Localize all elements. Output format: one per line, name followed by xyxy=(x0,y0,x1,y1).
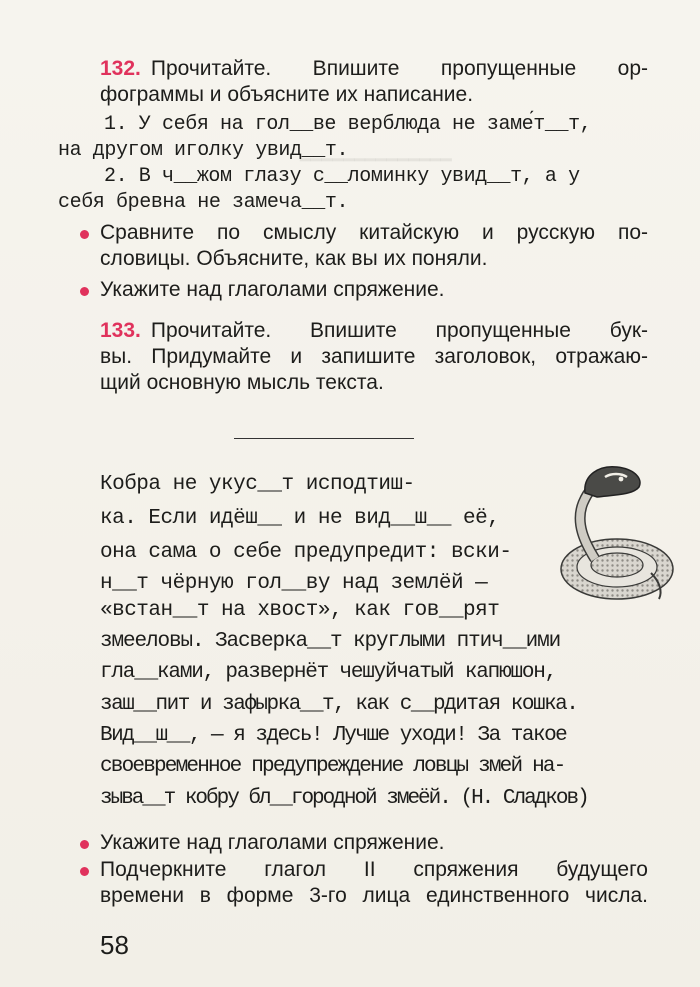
ex133-task-2-line-2: времени в форме 3-го лица единственного числа. xyxy=(100,884,648,907)
story-line-5: «встан__т на хвост», как гов__рят xyxy=(100,599,500,622)
story-line-2: ка. Если идёш__ и не вид__ш__ её, xyxy=(100,507,500,530)
ex132-number: 132. xyxy=(100,57,141,80)
title-answer-line[interactable] xyxy=(234,438,414,439)
story-line-8: заш__пит и зафырка__т, как с__рдитая кошка. xyxy=(100,693,578,716)
story-line-1: Кобра не укус__т исподтиш- xyxy=(100,473,415,496)
story-line-6: змееловы. Засверка__т круглыми птич__ими xyxy=(100,630,561,653)
ex132-task-1-line-1: Сравните по смыслу китайскую и русскую по- xyxy=(100,221,648,244)
ex133-task-1: Укажите над глаголами спряжение. xyxy=(100,831,445,854)
story-line-3: она сама о себе предупредит: вски- xyxy=(100,541,512,564)
story-line-7: гла__ками, развернёт чешуйчатый капюшон, xyxy=(100,661,557,684)
ex132-task-1-line-2: словицы. Объясните, как вы их поняли. xyxy=(100,247,488,270)
ex133-intro-line-1: 133. Прочитайте. Впишите пропущенные бук- xyxy=(100,319,648,342)
bullet-icon xyxy=(80,840,89,849)
ex133-intro-line-3: щий основную мысль текста. xyxy=(100,371,384,394)
ex133-task-2-line-1: Подчеркните глагол II спряжения будущего xyxy=(100,858,648,881)
ex132-proverb-2-line-1: 2. В ч__жом глазу с__ломинку увид__т, а у xyxy=(104,165,580,188)
ex132-proverb-2-line-2: себя бревна не замеча__т. xyxy=(58,191,349,214)
bullet-icon xyxy=(80,287,89,296)
story-line-11: зыва__т кобру бл__городной змеёй. (Н. Сладков) xyxy=(100,787,588,810)
bullet-icon xyxy=(80,867,89,876)
page-number: 58 xyxy=(100,930,129,960)
ex132-proverb-1-line-1: 1. У себя на гол__ве верблюда не заме́т__т, xyxy=(104,113,592,136)
ex133-intro-line-2: вы. Придумайте и запишите заголовок, отражаю- xyxy=(100,345,648,368)
ex133-number: 133. xyxy=(100,319,141,342)
bleed-through: ━━━━━━━━━━━━━━ xyxy=(300,150,452,170)
cobra-icon xyxy=(555,463,675,603)
story-line-9: Вид__ш__, — я здесь! Лучше уходи! За такое xyxy=(100,724,567,747)
ex132-task-2: Укажите над глаголами спряжение. xyxy=(100,278,445,301)
ex132-intro-line-1: 132. Прочитайте. Впишите пропущенные ор- xyxy=(100,57,648,80)
ex132-proverb-1-line-2: на другом иголку увид__т. xyxy=(58,139,349,162)
story-line-10: своевременное предупреждение ловцы змей на- xyxy=(100,755,565,778)
ex132-intro-line-2: фограммы и объясните их написание. xyxy=(100,83,474,106)
bullet-icon xyxy=(80,230,89,239)
story-line-4: н__т чёрную гол__ву над землёй — xyxy=(100,572,488,595)
